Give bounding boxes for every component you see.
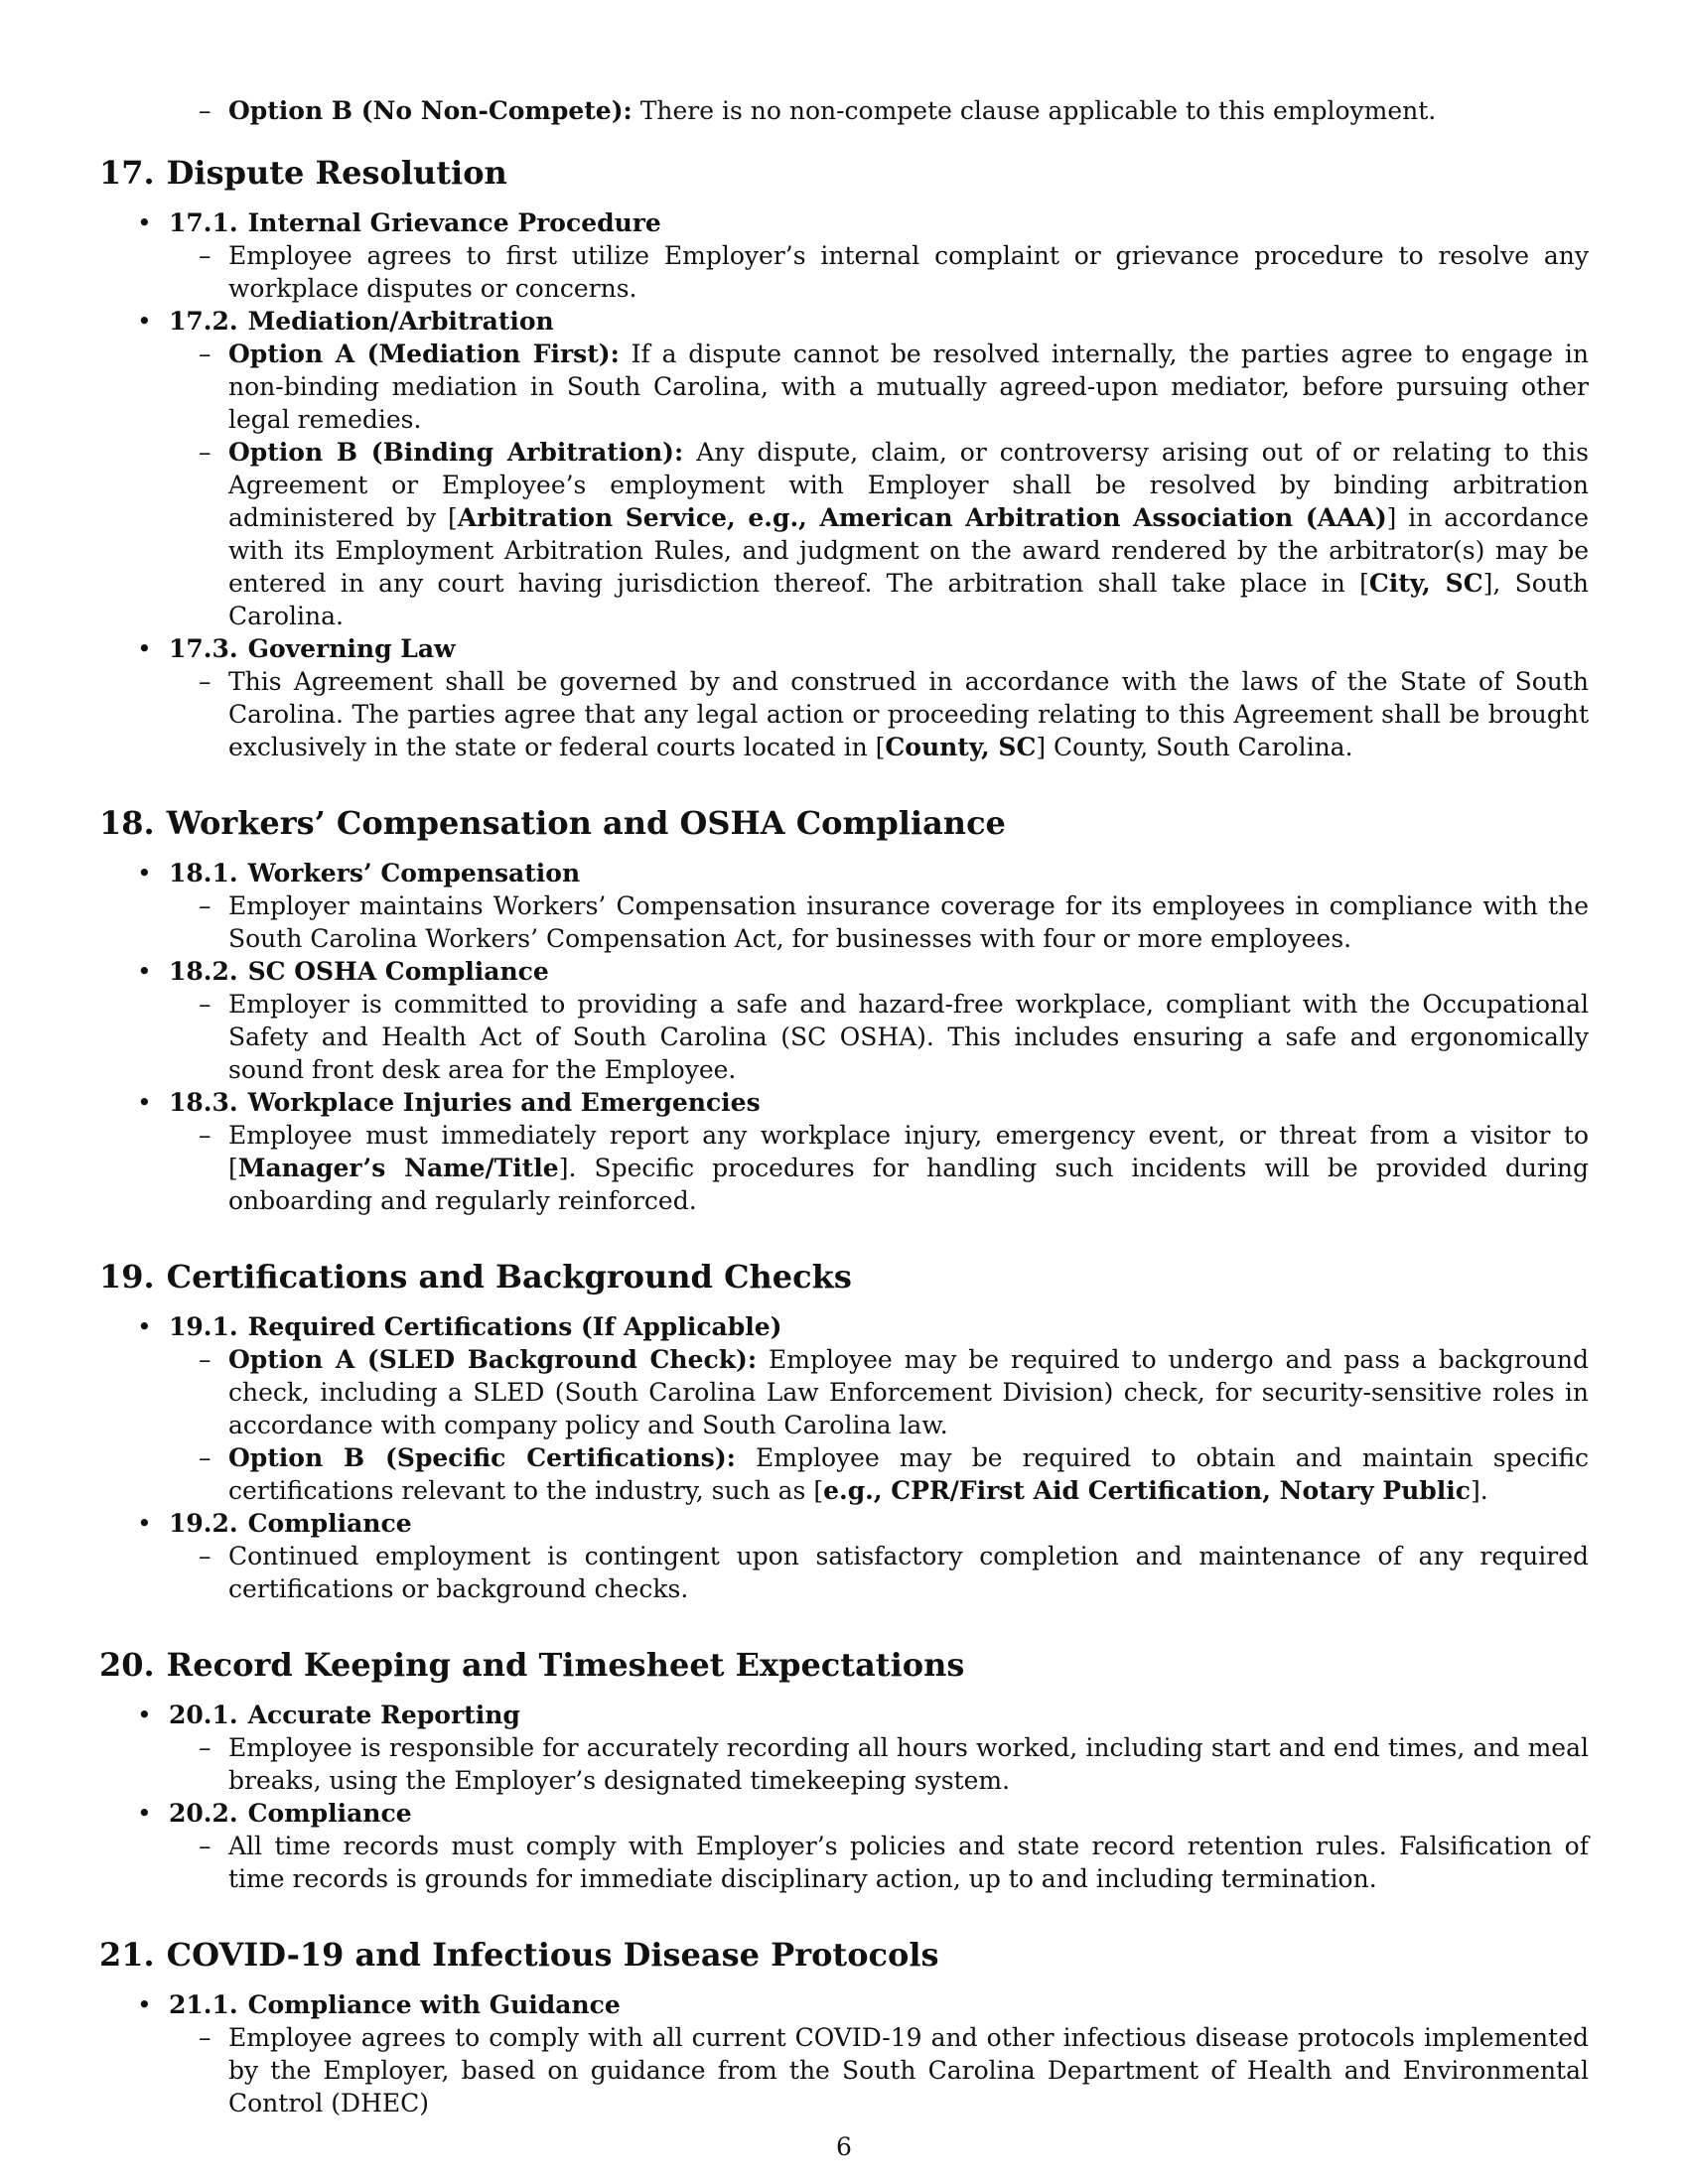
sub-clause — [169, 338, 1589, 436]
section-item-list — [99, 1310, 1589, 1605]
section-item — [99, 1988, 1589, 2119]
item-number: 18.3. — [169, 1088, 238, 1117]
item-title-text: Compliance — [247, 1509, 412, 1538]
sub-clause-list — [169, 1343, 1589, 1507]
section-item — [99, 632, 1589, 763]
section-title: COVID-19 and Infectious Disease Protocols — [166, 1936, 939, 1974]
clause-text: If a dispute cannot be resolved internally, the parties agree to engage in non-binding mediation in South Carolina, with a mutually agreed-upon mediator, before pursuing other legal remedies. — [228, 340, 1590, 434]
dash-marker: – — [199, 891, 211, 920]
clause-text: ] County, South Carolina. — [1036, 733, 1353, 761]
sub-clause-list — [169, 1540, 1589, 1605]
sub-clause-list — [169, 889, 1589, 955]
section-heading — [99, 153, 1589, 193]
clause-emphasis: Option B (Binding Arbitration): — [228, 438, 684, 467]
item-title — [169, 1797, 1589, 1830]
sub-clause — [169, 988, 1589, 1086]
item-title-text: Workplace Injuries and Emergencies — [247, 1088, 761, 1117]
clause-text: Employee may be required to undergo and pass a background check, including a SLED (South Carolina Law Enforcement Division) check, for security-sensitive roles in accordance with company policy and South Carolina law. — [228, 1345, 1589, 1439]
dash-marker: – — [199, 241, 211, 270]
item-title-text: Workers’ Compensation — [247, 859, 581, 887]
bullet-marker: • — [137, 1799, 152, 1828]
bullet-marker: • — [137, 957, 152, 986]
clause-text: Continued employment is contingent upon satisfactory completion and maintenance of any required certifications or background checks. — [228, 1542, 1589, 1603]
section-item — [99, 1507, 1589, 1605]
dash-marker: – — [199, 1733, 211, 1762]
item-title-text: Compliance with Guidance — [247, 1990, 621, 2019]
clause-text: ], South Carolina. — [228, 569, 1589, 630]
item-number: 18.2. — [169, 957, 238, 986]
clause-text: Employer maintains Workers’ Compensation insurance coverage for its employees in compliance with the South Carolina Workers’ Compensation Act, for businesses with four or more employees. — [228, 891, 1589, 953]
sub-clause — [169, 1540, 1589, 1605]
section-number: 21. — [99, 1936, 155, 1974]
bullet-marker: • — [137, 1312, 152, 1341]
document-page — [99, 94, 1589, 2119]
section-heading — [99, 1257, 1589, 1297]
sub-clause — [169, 1731, 1589, 1797]
item-title — [169, 1086, 1589, 1119]
sub-clause-list — [169, 665, 1589, 763]
clause-text: This Agreement shall be governed by and construed in accordance with the laws of the State of South Carolina. The parties agree that any legal action or proceeding relating to this Agreement shall be brought exclusively in the state or federal courts located in [ — [228, 667, 1589, 761]
clause-emphasis: Arbitration Service, e.g., American Arbitration Association (AAA) — [457, 503, 1387, 532]
section-title: Certifications and Background Checks — [166, 1258, 852, 1296]
item-number: 20.1. — [169, 1701, 238, 1729]
bullet-marker: • — [137, 1990, 152, 2019]
dash-marker: – — [199, 1443, 211, 1472]
intro-option-label: Option B (No Non-Compete): — [228, 96, 633, 125]
sub-clause-list — [169, 1119, 1589, 1217]
section-item-list — [99, 206, 1589, 763]
dash-marker: – — [199, 990, 211, 1019]
dash-marker: – — [199, 1345, 211, 1374]
item-title — [169, 955, 1589, 988]
bullet-marker: • — [137, 1701, 152, 1729]
section-item-list — [99, 1988, 1589, 2119]
dash-marker: – — [199, 438, 211, 467]
section-item-list — [99, 1699, 1589, 1895]
bullet-marker: • — [137, 1088, 152, 1117]
item-title — [169, 1310, 1589, 1343]
section-item — [99, 206, 1589, 305]
clause-emphasis: Option A (Mediation First): — [228, 340, 620, 368]
section-number: 18. — [99, 804, 155, 842]
clause-text: Employee is responsible for accurately recording all hours worked, including start and end times, and meal breaks, using the Employer’s designated timekeeping system. — [228, 1733, 1589, 1795]
clause-text: Employee may be required to obtain and maintain specific certifications relevant to the industry, such as [ — [228, 1443, 1589, 1505]
item-number: 19.2. — [169, 1509, 238, 1538]
bullet-marker: • — [137, 208, 152, 237]
bullet-marker: • — [137, 634, 152, 663]
clause-text: All time records must comply with Employer’s policies and state record retention rules. Falsification of time records is grounds for immediate disciplinary action, up to and including termination. — [228, 1832, 1589, 1893]
item-title — [169, 305, 1589, 338]
item-number: 21.1. — [169, 1990, 238, 2019]
item-number: 20.2. — [169, 1799, 238, 1828]
section-number: 17. — [99, 154, 155, 192]
section-title: Record Keeping and Timesheet Expectations — [166, 1646, 965, 1684]
item-number: 17.2. — [169, 307, 238, 336]
clause-emphasis: Manager’s Name/Title — [237, 1154, 559, 1182]
sub-clause — [169, 665, 1589, 763]
section-item — [99, 1086, 1589, 1217]
sub-clause-list — [169, 1830, 1589, 1895]
item-title-text: Accurate Reporting — [247, 1701, 520, 1729]
clause-text: ] in accordance with its Employment Arbitration Rules, and judgment on the award rendered by the arbitrator(s) may be entered in any court having jurisdiction thereof. The arbitration shall take place in [ — [228, 503, 1589, 598]
item-title — [169, 1699, 1589, 1731]
sub-clause — [169, 436, 1589, 632]
sections-container — [99, 153, 1589, 2119]
sub-clause — [169, 1343, 1589, 1441]
item-number: 17.3. — [169, 634, 238, 663]
clause-text: Employee agrees to comply with all current COVID-19 and other infectious disease protocols implemented by the Employer, based on guidance from the South Carolina Department of Health and Environmental Control (DHEC) — [228, 2023, 1589, 2117]
section-heading — [99, 1935, 1589, 1975]
dash-marker: – — [199, 340, 211, 368]
section-number: 19. — [99, 1258, 155, 1296]
item-title — [169, 857, 1589, 889]
bullet-marker: • — [137, 307, 152, 336]
section-title: Workers’ Compensation and OSHA Compliance — [166, 804, 1006, 842]
section-heading — [99, 1645, 1589, 1685]
clause-text: Employer is committed to providing a safe and hazard-free workplace, compliant with the Occupational Safety and Health Act of South Carolina (SC OSHA). This includes ensuring a safe and ergonomically sound front desk area for the Employee. — [228, 990, 1589, 1084]
clause-text: Employee must immediately report any workplace injury, emergency event, or threat from a visitor to [ — [228, 1121, 1589, 1182]
page-number: 6 — [836, 2132, 852, 2161]
sub-clause-list — [169, 988, 1589, 1086]
item-title — [169, 1988, 1589, 2021]
section-item — [99, 1797, 1589, 1895]
item-title-text: Mediation/Arbitration — [247, 307, 554, 336]
sub-clause — [169, 239, 1589, 305]
sub-clause — [169, 889, 1589, 955]
clause-text: Any dispute, claim, or controversy arising out of or relating to this Agreement or Employee’s employment with Employer shall be resolved by binding arbitration administered by [ — [228, 438, 1589, 532]
item-title-text: Required Certifications (If Applicable) — [247, 1312, 782, 1341]
clause-emphasis: City, SC — [1368, 569, 1483, 598]
intro-option-text: There is no non-compete clause applicable to this employment. — [632, 96, 1437, 125]
clause-text: Employee agrees to first utilize Employer’s internal complaint or grievance procedure to resolve any workplace disputes or concerns. — [228, 241, 1589, 303]
section-item — [99, 955, 1589, 1086]
section-item-list — [99, 857, 1589, 1217]
section-heading — [99, 803, 1589, 843]
sub-clause — [169, 1441, 1589, 1507]
sub-clause-list — [169, 2021, 1589, 2119]
clause-emphasis: Option B (Specific Certifications): — [228, 1443, 736, 1472]
sub-clause — [169, 1830, 1589, 1895]
item-number: 19.1. — [169, 1312, 238, 1341]
clause-emphasis: County, SC — [885, 733, 1037, 761]
item-title-text: Compliance — [247, 1799, 412, 1828]
section-title: Dispute Resolution — [166, 154, 507, 192]
item-number: 17.1. — [169, 208, 238, 237]
item-number: 18.1. — [169, 859, 238, 887]
dash-marker: – — [199, 1832, 211, 1860]
dash-marker: – — [199, 96, 211, 125]
clause-emphasis: e.g., CPR/First Aid Certification, Notary Public — [823, 1476, 1471, 1505]
item-title — [169, 1507, 1589, 1540]
sub-clause-list — [169, 338, 1589, 632]
sub-clause — [169, 1119, 1589, 1217]
sub-clause — [169, 2021, 1589, 2119]
clause-emphasis: Option A (SLED Background Check): — [228, 1345, 758, 1374]
item-title-text: SC OSHA Compliance — [247, 957, 549, 986]
clause-text: ]. Specific procedures for handling such incidents will be provided during onboarding and regularly reinforced. — [228, 1154, 1589, 1215]
dash-marker: – — [199, 1121, 211, 1150]
item-title-text: Governing Law — [247, 634, 456, 663]
dash-marker: – — [199, 2023, 211, 2052]
dash-marker: – — [199, 667, 211, 696]
bullet-marker: • — [137, 859, 152, 887]
item-title — [169, 632, 1589, 665]
section-item — [99, 305, 1589, 632]
item-title-text: Internal Grievance Procedure — [247, 208, 661, 237]
item-title — [169, 206, 1589, 239]
section-item — [99, 857, 1589, 955]
section-number: 20. — [99, 1646, 155, 1684]
intro-option — [199, 94, 1589, 127]
clause-text: ]. — [1470, 1476, 1488, 1505]
section-item — [99, 1699, 1589, 1797]
bullet-marker: • — [137, 1509, 152, 1538]
dash-marker: – — [199, 1542, 211, 1570]
section-item — [99, 1310, 1589, 1507]
sub-clause-list — [169, 239, 1589, 305]
sub-clause-list — [169, 1731, 1589, 1797]
